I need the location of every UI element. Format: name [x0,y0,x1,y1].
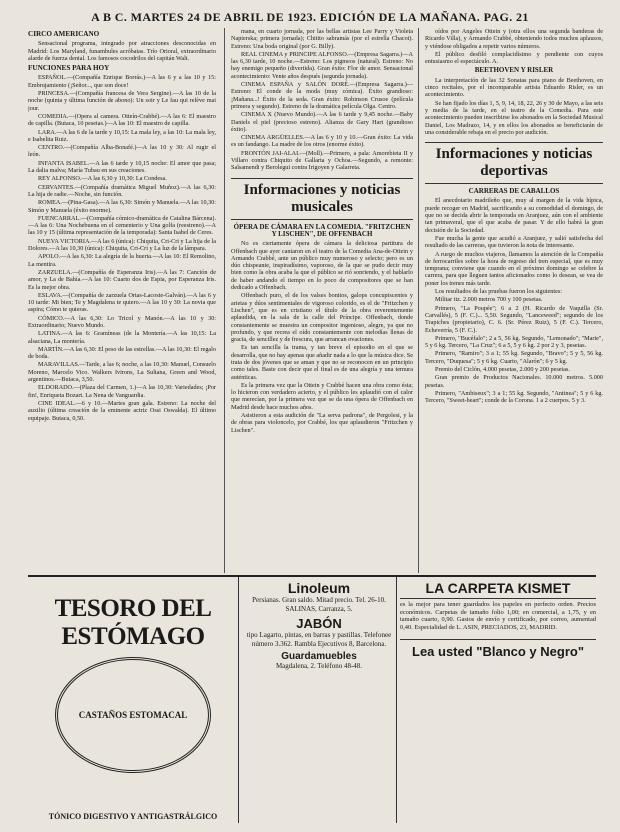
ad-title: TESORO DEL ESTÓMAGO [54,595,212,650]
paragraph: Primero, "La Poupée"; 6 a 2 (H. Ricardo de Vaquilla (Sr. Carvallés), 5 (F. C.)... 5,50. Segundo, "Lanceweed"; segundo de los Trapiches (propietario), C. 6. (Sr. Pérez Ruiz), 5 (F. C.). Tercero, Echeverría, 5 (F. C.). [425,304,603,334]
paragraph: APOLO.—A las 6,30: La alegría de la huerta.—A las 10: El Remolino, La mentira. [28,253,216,268]
article-heading: CARRERAS DE CABALLOS [468,187,560,196]
paragraph: ESLAVA.—(Compañía de zarzuela Ortas-Lacoste-Galván).—A las 6 y 10 tarde: Mi bien; Te y Magdalena te quiero.—A las 10 y 30: La novia que aspira; Cómo te quieras. [28,291,216,314]
paragraph: A ruego de muchos viajeros, llamamos la atención de la Compañía de ferrocarriles sobre la hora de regreso del tren especial, que es muy temprana; conviene que cuando en el próximo domingo se celebre la carrera, para que lleguen tantos aficionados como lo desean, se vea de poner los trenes más tarde. [425,250,603,287]
paragraph: CINEMA X (Nuevo Mundo).—A las 6 tarde y 9,45 noche.—Baby Daniels el piel (precioso estreno). Alianza de Gary Hart (grandioso éxito). [231,111,413,133]
paragraph: Fue mucha la gente que acudió a Aranjuez, y salió satisfecha del resultado de las carreras, que tuvieron la nota de interesante. [425,234,603,250]
paragraph: FUENCARRAL.—(Compañía cómico-dramática de Catalina Bárcena).—A las 6: Una Nochebuena en el cementerio y Una golfa (reestreno).—A las 10 y 15 (última representación de la temporada): Santa Isabel de Ceres. [28,214,216,237]
paragraph: ROMEA.—(Pina-Gasa).—A las 6,30: Simón y Manuela.—A las 10,30: Simón y Manuela (éxito enorme). [28,199,216,214]
paragraph: El público desfiló complacidísimo y pendiente con cuyos entusiasmo el espectáculo. A. [425,50,603,66]
paragraph: Offenbach puro, el de los valses bonitos, galops concupiscentes y arietas y dúos sentimentales de vigoroso colorido, es el de "Fritzchen y Lischen", que es en cristiano el título de la obra reverentemente aplaudida, en la sala de la calle del Príncipe. Offenbach, donde constantemente se muestra un compositor ingenioso, alegre, ya que no profundo, y que recrea el oído constantemente con melodías llenas de gracia, de sencillez y de frescura, que arrancan ovaciones. [231,292,413,344]
paragraph: La interpretación de las 32 Sonatas para piano de Beethoven, en cinco recitales, por el incomparable artista Eduardo Risler, es un acontecimiento. [425,76,603,99]
column-2 [224,28,413,573]
article-heading: ÓPERA DE CÁMARA EN LA COMEDIA. "FRITZCHEN Y LISCHEN", DE OFFENBACH [233,222,411,238]
paragraph: CERVANTES.—(Compañía dramática Miguel Muñoz).—A las 6,30: La hija de radie.—Noche, sin función. [28,183,216,198]
paragraph: Premio del Ciclón, 4.000 pesetas, 2.000 y 200 pesetas. [435,365,570,373]
paragraph: COMEDIA.—(Opera al camera. Otteín-Crabbé).—A las 6: El maestro de capilla. (Butaca, 10 pesetas.)—A las 10: El maestro de capilla. [28,112,216,128]
column-3 [418,28,603,573]
paragraph: NUEVA VICTORIA.—A las 6 (única): Chiquita, Cri-Cri y La hija de la Dolores.—A las 10,30 (única): Chiquita, Cri-Cri y La luz de la lámpara. [28,237,216,253]
paragraph: Gran premio de Productos Nacionales. 10.000 metros. 5.000 pesetas. [425,374,603,389]
paragraph: CINE IDEAL.—6 y 10.—Martes gran gala. Estreno: La noche del auxilio (última creación de la eminente actriz Ossi Oswalda). El último equipaje. Butaca, 0,50. [28,399,216,422]
ad-text: es la mejor para tener guardados los papeles en perfecto orden. Precios económicos. Carpetas de tamaño folio 1,00; en comercial, a 1,75, y en tamaño cuarto, 0,90. Gastos de envío y certificado, por correo, aumentad 0,40. Especialidad de L. ASIN, PRECIADOS, 23, MADRID. [400,601,596,631]
paragraph: FRONTÓN JAI-ALAI.—(Moll).—Primero, a pala: Amorebieta II y Villaro contra Chiquito de Gallarta y Ochoa.—Segundo, a remonte: Salsamendi y Berolegui contra Irigoyen y Galarreta. [231,149,413,172]
paragraph: El anecdotario madrileño que, muy al margen de la vida hípica, puede recoger en Madrid, sacrificando a su comodidad el domingo, de que no se decida abrir la temporada en Aranjuez, aún con el ambiente tan primaveral, que el que acaba de pasar. Y de ello habrá la gran decisión de la Sociedad. [425,197,603,234]
ad-seal-logo [55,657,211,773]
paragraph: oídos por Angeles Ottein y (otra ellos una segunda banderas de Ricardo Villa), y Armando Crabbé, obteniendo todos muchos aplausos, y viéndose obligados a repetir varios números. [425,28,603,50]
paragraph: CÓMICO.—A las 6,30: Lo Tricol y Manón.—A las 10 y 30: Extraordinario; Nuevo Mundo. [28,314,216,329]
ad-tagline: TÓNICO DIGESTIVO Y ANTIGASTRÁLGICO [48,812,218,821]
ad-title: Lea usted "Blanco y Negro" [400,639,596,659]
ad-text: Persianas. Gran saldo. Mitad precio. Tel. 26-10. SALINAS, Carranza, 5. [252,596,386,613]
page-header: A B C. MARTES 24 DE ABRIL DE 1923. EDICIÓN DE LA MAÑANA. PAG. 21 [91,10,529,24]
article-heading: BEETHOVEN Y RISLER [474,66,554,75]
ad-text: Magdalena, 2. Teléfono 48-48. [275,662,363,670]
ad-title: Guardamuebles [281,651,357,662]
paragraph: INFANTA ISABEL.—A las 6 tarde y 10,15 noche: El amor que pasa; La dalia malva; María Tubau en sus creaciones. [28,159,216,175]
paragraph: MARAVILLAS.—Tarde, a las 6; noche, a las 10,30: Manuel, Consuelo Moreno, Marcelo Vico. Walkers Ivirons, La Sultana, Green and Wood, argentinos.—Butaca, 3,50. [28,361,216,384]
paragraph: Asistieron a esta audición de "La serva padrona", de Pergolesi, y la de obras para violoncelo, por Crabbé, los que aplaudieron "Fritzchen y Lischen". [231,412,413,434]
ad-title: LA CARPETA KISMET [400,580,596,599]
section-headline: Informaciones y noticias musicales [231,178,413,220]
paragraph: LARA.—A las 6 de la tarde y 10,15: La mala ley, a las 10: La mala ley, e Isabelita Ruiz. [28,128,216,143]
section-headline: Informaciones y noticias deportivas [425,142,603,184]
paragraph: Es la primera vez que la Ottein y Crabbé hacen una obra como ésta; lo hicieron con verdadero acierto, y el público les aplaudió con el calor que merecían, por la primera vez que se da una ópera de Offenbach en Madrid desde hace muchos años. [231,381,413,411]
ad-tesoro-estomago [28,577,239,823]
paragraph: REY ALFONSO.—A las 6,30 y 10,30: La Condesa. [38,175,167,183]
ad-title: Linoleum [287,580,351,596]
ad-carpeta-kismet [400,577,596,823]
paragraph: mana, en cuarto jornada, por las bellas artistas Lee Parry y Violeta Napierska; primera jornada); Chitito sabramás (por el estrella Chacot). Estreno: Una boda original (por G. Billy). [231,28,413,50]
paragraph: MARTÍN.—A las 6,30: El peso de las estrellas.—A las 10,30: El regalo de boda. [28,345,216,361]
paragraph: LATINA.—A las 6: Gramíneas (de la Montería.—A las 10,15: La alsaciana, La montería. [28,330,216,345]
paragraph: Primero, "Ambiseux"; 3 a 1; 55 kg. Segundo, "Antinea"; 5 y 6 kg. Tercero, "Sweet-heart"; conde de la Corona. 1 a 2 cuerpos. 5 y 3. [425,389,603,405]
paragraph: CINEMA ARGÜELLES.—A las 6 y 10 y 10.—Gran éxito: La vida es un fandango. La madre de los otros (enorme éxito). [231,134,413,149]
paragraph: Sensacional programa, integrado por atracciones desconocidas en Madrid: Los Maryland, funambules acróbatas. Trío Orioral, extraordinario alarde de fuerza dental. Los famosos cocodrilos del capitán Walt. [28,40,216,62]
section-heading: CIRCO AMERICANO [28,30,100,38]
paragraph: CENTRO.—(Compañía Alba-Bonafé.)—A las 10 y 30: Al rugir el león. [28,144,216,159]
paragraph: Primero, "Bucéfalo"; 2 a 5, 56 kg. Segundo, "Lemonado"; "Marie", 5 y 6 kg. Tercero, "La Cruz"; 6 a 5, 5 y 6 kg. 2 por 2 y 3, pesetas. [425,334,603,350]
paragraph: PRINCESA.—(Compañía francesa de Vera Sergine).—A las 10 de la noche (quinta y última función de abono): Un soir y Le fau qui relève mai jour. [28,90,216,112]
paragraph: ZARZUELA.—(Compañía de Esperanza Iris).—A las 7: Canción de amor, y La de Bahía.—A las 10: Cuarto dos de Espia, por Esperanza Iris. Es la mejor obra. [28,268,216,291]
ad-title: JABÓN [296,616,342,631]
paragraph: Primero, "Ramiro"; 3 a 1; 55 kg. Segundo, "Bravo"; 5 y 5, 56 kg. Tercero, "Duquesa"; 5 y 6 kg. Cuarto, "Alarón"; 6 y 5 kg. [425,350,603,365]
paragraph: REAL CINEMA y PRINCIPE ALFONSO.—(Empresa Sagarra.)—A las 6,30 tarde, 10 noche.—Estreno: Los pigmeos (natural). Estreno: No hay enemigo pequeño (divertida). Gran éxito: Flor de amor. Sensacional acontecimiento: Vente años después (segunda jornada). [231,50,413,80]
paragraph: Los resultados de las pruebas fueron los siguientes: [435,288,562,296]
paragraph: Es tan sencilla la trama, y tan breve el episodio en el que se desarrolla, que no hay apenas que añadir nada a lo que la música dice. Se trata de dos jóvenes que se aman y que no se reconocen en un principio como tales. Baste con decir que el final es de una alegría y una ternura auténticas. [231,344,413,381]
paragraph: ESPAÑOL.—(Compañía Enrique Borrás.)—A las 6 y a las 10 y 15: Embrujamiento (¡Señor..., que son doce! [28,74,216,89]
paragraph: No es ciertamente ópera de cámara la deliciosa partitura de Offenbach que ayer cantaron en el teatro de la Comedia Ana-de-Ottein y Armando Crabbé, ante un público muy numeroso y selecto; pero es un dúo chispeante, inspiradísimo, vaporoso, de la que se pudo decir muy bien como la obra acaba la que el público se rió sonriendo, y el hablarlo de haber andando el tiempo en lo poco de compositores que se han dedicado a Offenbach. [231,240,413,292]
paragraph: Militar itz. 2.000 metros 700 y 100 pesetas. [435,296,543,304]
ad-text: tipo Lagarto, pintas, en barras y pastillas. Telefonee número 3.362. Rambla Ejecutivos 8, Barcelona. [246,631,392,648]
ad-linoleum-jabon [242,577,397,823]
column-1 [28,28,216,573]
paragraph: CINEMA ESPAÑA y SALÓN DORÉ.—(Empresa Sagarra.)—Estreno: El conde de la moda (muy cómica). Éxito grandioso: ¡Mañana...! Éxito de la seda. Gran éxito: Robinson Crusoe (película primera y segundo). Estreno de la dramática película Olga. Centro. [231,81,413,110]
advertisements [28,575,596,827]
paragraph: ELDORADO.—(Plaza del Carmen, 1.)—A las 10,30: Variedades; ¡Por fin!, Enriqueta Bozart. La Nena de Vanguardia. [28,384,216,399]
section-heading: FUNCIONES PARA HOY [28,64,110,73]
seal-label: CASTAÑOS ESTOMACAL [78,710,188,720]
paragraph: Se han fijado los días 1, 5, 9, 14, 18, 22, 26 y 30 de Mayo, a las seis y media de la tarde, en el teatro de la Comedia. Para este acontecimiento pueden inscribirse los abonados en la Sociedad Musical Daniel, Los Madrazo, 14, y en ellos los abonados se beneficiarán de una considerable rebaja en el precio por audición. [425,99,603,136]
